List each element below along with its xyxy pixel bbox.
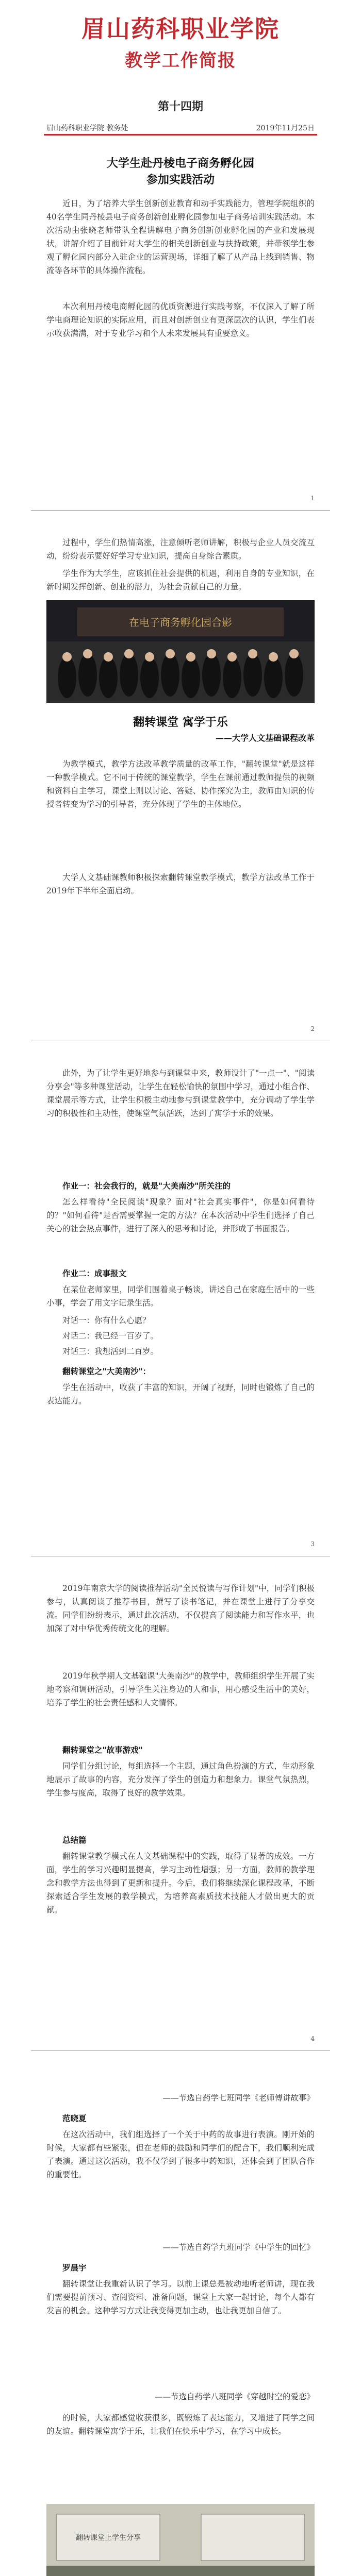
article4-source-1: ——节选自药学七班同学《老师傅讲故事》 xyxy=(162,2093,315,2103)
article2-heading-1: 作业一：社会我行的，就是"大美南沙"所关注的 xyxy=(62,1181,231,1191)
photo1-caption: 翻转课堂上学生分享 xyxy=(76,2534,141,2542)
classroom-photo-1 xyxy=(46,2504,315,2576)
publish-date: 2019年11月25日 xyxy=(256,124,315,132)
page-divider xyxy=(31,510,330,511)
article2-paragraph-4: 怎么样看待"全民阅读"现象？面对"社会真实事件"，你是如何看待的？"如何看待"是否需要掌握一定的方法？在本次活动中学生们选择了自己关心的社会热点事件，进行了深入的思考和讨论，并形成了书面报告。 xyxy=(46,1197,315,1233)
article3-heading-2: 总结篇 xyxy=(62,1835,87,1845)
article3-paragraph-4: 翻转课堂教学模式在人文基础课程中的实践，取得了显著的成效。一方面，学生的学习兴趣明显提高，学习主动性增强；另一方面，教师的教学理念和教学方法也得到了更新和提升。今后，我们将继续深化课程改革，不断探索适合学生发展的教学模式，为培养高素质技术技能人才做出更大的贡献。 xyxy=(46,1852,315,1914)
article2-paragraph-5: 在某位老师家里，同学们围着桌子畅谈，讲述自己在家庭生活中的一些小事，学会了用文字记录生活。 xyxy=(46,1285,315,1308)
page-number: 1 xyxy=(310,495,315,502)
article2-heading-3: 翻转课堂之"大美南沙"： xyxy=(62,1366,151,1376)
article2-dialogue-3: 对话三：我想活到二百岁。 xyxy=(62,1347,159,1356)
article1-paragraph-1: 近日，为了培养大学生创新创业教育和动手实践能力，管理学院组织的40名学生同丹棱县电子商务创新创业孵化园参加电子商务培训实践活动。本次活动由张晓老师带队全程讲解电子商务创新创业孵化园的产业和发展现状，讲解介绍了目前针对大学生的相关创新创业与扶持政策，并带领学生参观了孵化园内部分入驻企业的运营现场，详细了解了从产品上线到销售、物流等各环节的具体操作流程。 xyxy=(46,199,315,275)
article4-paragraph-3: 的时候，大家都感觉收获很多，既锻炼了表达能力，又增进了同学之间的友谊。翻转课堂寓学于乐，让我们在快乐中学习，在学习中成长。 xyxy=(46,2413,315,2436)
article2-slogan: 翻转课堂 寓学于乐 xyxy=(133,716,228,729)
article4-paragraph-2: 翻转课堂让我重新认识了学习。以前上课总是被动地听老师讲，现在我们需要提前预习、查阅资料、准备问题，课堂上大家一起讨论，每个人都有发言的机会。这种学习方式让我变得更加主动，也让我更加自信了。 xyxy=(46,2279,315,2315)
college-title: 眉山药科职业学院 xyxy=(81,15,280,43)
article3-paragraph-1: 2019年南京大学的阅读推荐活动"全民悦读与写作计划"中，同学们积极参与，认真阅读了推荐书目，撰写了读书笔记，并在课堂上进行了分享交流。同学们纷纷表示，通过此次活动，不仅提高了阅读能力和写作水平，也加深了对中华优秀传统文化的理解。 xyxy=(46,1584,315,1633)
article3-paragraph-3: 同学们分组讨论，每组选择一个主题，通过角色扮演的方式，生动形象地展示了故事的内容，充分发挥了学生的创造力和想象力。课堂气氛热烈，学生参与度高，取得了良好的教学效果。 xyxy=(46,1761,315,1798)
article1-paragraph-3: 过程中，学生们热情高涨，注意倾听老师讲解，积极与企业人员交流互动，纷纷表示要好好学习专业知识，提高自身综合素质。 xyxy=(46,538,315,561)
page-number: 3 xyxy=(310,1540,315,1548)
page-number: 2 xyxy=(310,1025,315,1032)
group-photo-image xyxy=(46,600,315,703)
article4-paragraph-1: 在这次活动中，我们组选择了一个关于中药的故事进行表演。刚开始的时候，大家都有些紧张，但在老师的鼓励和同学们的配合下，我们顺利完成了表演。通过这次活动，我不仅学到了很多中药知识，还体会到了团队合作的重要性。 xyxy=(46,2130,315,2179)
bulletin-title: 教学工作简报 xyxy=(125,50,236,71)
page-divider xyxy=(31,2050,330,2051)
classroom-photo-1-image xyxy=(46,2504,315,2576)
page-number: 4 xyxy=(310,2035,315,2042)
article4-author-1: 范晓夏 xyxy=(62,2113,87,2123)
article4-source-2: ——节选自药学九班同学《中学生的回忆》 xyxy=(162,2243,315,2252)
photo-banner-text: 在电子商务孵化园合影 xyxy=(129,616,232,629)
article3-heading-1: 翻转课堂之"故事游戏" xyxy=(62,1745,143,1755)
article1-paragraph-2: 本次利用丹棱电商孵化园的优质资源进行实践考察，不仅深入了解了所学电商理论知识的实际应用，而且对创新创业有更深层次的认识，学生们表示收获满满，对于专业学习和个人未来发展具有重要意义。 xyxy=(46,302,315,338)
article3-paragraph-2: 2019年秋学期人文基础课"大美南沙"的教学中，教师组织学生开展了实地考察和调研活动，引导学生关注身边的人和事，用心感受生活中的美好，培养了学生的社会责任感和人文情怀。 xyxy=(46,1671,315,1707)
article4-author-2: 罗晨宇 xyxy=(62,2263,87,2273)
article4-source-3: ——节选自药学八班同学《穿越时空的爱恋》 xyxy=(154,2392,315,2401)
article1-paragraph-4: 学生作为大学生，应该抓住社会提供的机遇，利用自身的专业知识，在新时期发挥创新、创业的潜力，为社会贡献自己的力量。 xyxy=(46,569,315,591)
article2-paragraph-1: 为教学模式，教学方法改革教学质量的改革工作，"翻转课堂"就是这样一种教学模式。它不同于传统的课堂教学，学生在课前通过教师提供的视频和资料自主学习，课堂上则以讨论、答疑、协作探究为主，教师由知识的传授者转变为学习的引导者，充分体现了学生的主体地位。 xyxy=(46,759,315,809)
article2-paragraph-6: 学生在活动中，收获了丰富的知识，开阔了视野，同时也锻炼了自己的表达能力。 xyxy=(46,1383,315,1405)
article2-paragraph-3: 此外，为了让学生更好地参与到课堂中来，教师设计了"一点一"、"阅读分享会"等多种课堂活动，让学生在轻松愉快的氛围中学习，通过小组合作、课堂展示等方式，让学生积极主动地参与到课堂教学中，充分调动了学生学习的积极性和主动性，使课堂气氛活跃，达到了寓学于乐的效果。 xyxy=(46,1069,315,1118)
article2-byline: ——大学人文基础课程改革 xyxy=(215,733,315,743)
article2-heading-2: 作业二：成事报文 xyxy=(62,1268,127,1278)
article1-title-line2: 参加实践活动 xyxy=(146,173,215,187)
publisher: 眉山药科职业学院 教务处 xyxy=(46,124,128,132)
header-rule xyxy=(44,134,317,135)
article2-paragraph-2: 大学人文基础课教师积极探索翻转课堂教学模式，教学方法改革工作于2019年下半年全面启动。 xyxy=(46,873,315,895)
group-photo xyxy=(46,600,315,703)
article2-dialogue-2: 对话二：我已经一百岁了。 xyxy=(62,1331,159,1341)
issue-number: 第十四期 xyxy=(157,100,203,113)
article1-title-line1: 大学生赴丹棱电子商务孵化园 xyxy=(106,157,254,170)
article2-dialogue-1: 对话一：你有什么心愿？ xyxy=(62,1316,151,1325)
